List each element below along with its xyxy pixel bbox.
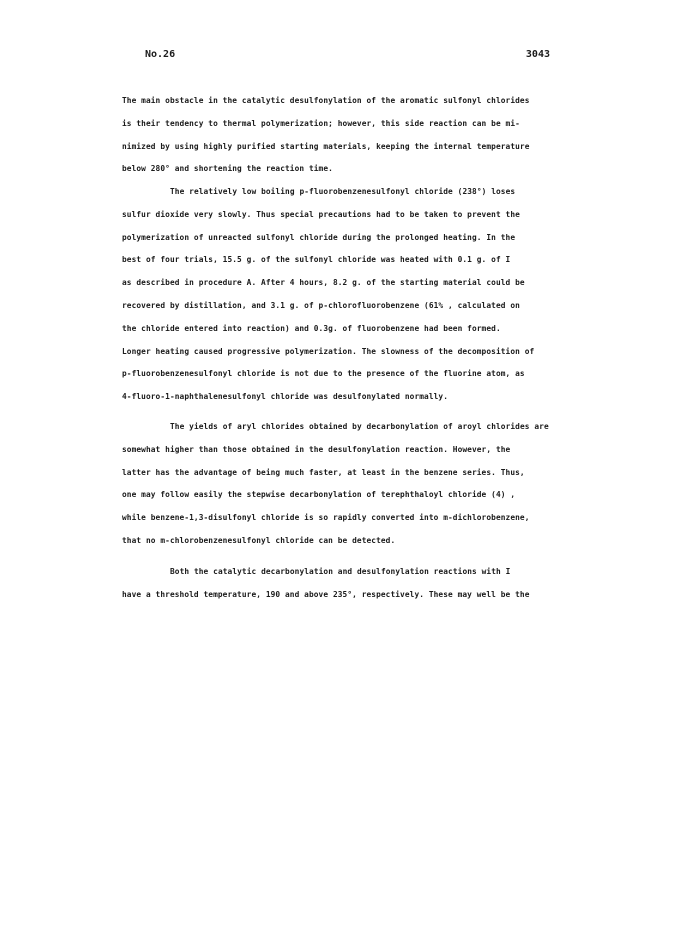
text-line: is their tendency to thermal polymerization; however, this side reaction can be mi- (122, 118, 520, 128)
text-line: polymerization of unreacted sulfonyl chloride during the prolonged heating. In the (122, 232, 516, 242)
text-line: p-fluorobenzenesulfonyl chloride is not due to the presence of the fluorine atom, as (122, 369, 525, 379)
text-line: have a threshold temperature, 190 and above 235°, respectively. These may well be the (122, 589, 530, 599)
text-line: as described in procedure A. After 4 hours, 8.2 g. of the starting material could be (122, 278, 525, 288)
page-number: 3043 (525, 49, 550, 60)
paragraph-3 (122, 416, 572, 553)
text-line: nimized by using highly purified starting materials, keeping the internal temperature (122, 141, 530, 151)
text-line: the chloride entered into reaction) and 0.3g. of fluorobenzene had been formed. (122, 323, 501, 333)
text-line: recovered by distillation, and 3.1 g. of p-chlorofluorobenzene (61% , calculated on (122, 300, 520, 310)
text-line: The yields of aryl chlorides obtained by decarbonylation of aroyl chlorides are (170, 422, 549, 431)
paragraph-4 (122, 561, 572, 607)
text-line: Both the catalytic decarbonylation and desulfonylation reactions with I (170, 567, 511, 576)
paragraph-1 (122, 90, 572, 181)
text-line: sulfur dioxide very slowly. Thus special precautions had to be taken to prevent the (122, 209, 520, 219)
text-line: one may follow easily the stepwise decarbonylation of terephthaloyl chloride (4) , (122, 490, 516, 500)
text-line: below 280° and shortening the reaction time. (122, 164, 333, 174)
text-line: The main obstacle in the catalytic desulfonylation of the aromatic sulfonyl chlorides (122, 96, 530, 105)
paragraph-2 (122, 181, 572, 409)
text-line: best of four trials, 15.5 g. of the sulfonyl chloride was heated with 0.1 g. of I (122, 255, 511, 265)
text-line: Longer heating caused progressive polymerization. The slowness of the decomposition of (122, 346, 535, 356)
text-line: The relatively low boiling p-fluorobenzenesulfonyl chloride (238°) loses (170, 187, 516, 196)
text-line: 4-fluoro-1-naphthalenesulfonyl chloride was desulfonylated normally. (122, 392, 448, 402)
text-line: somewhat higher than those obtained in the desulfonylation reaction. However, the (122, 444, 511, 454)
text-line: latter has the advantage of being much faster, at least in the benzene series. Thus, (122, 467, 525, 477)
journal-issue-number: No.26 (145, 49, 176, 60)
text-line: while benzene-1,3-disulfonyl chloride is so rapidly converted into m-dichlorobenzene, (122, 513, 530, 523)
text-line: that no m-chlorobenzenesulfonyl chloride can be detected. (122, 535, 396, 545)
